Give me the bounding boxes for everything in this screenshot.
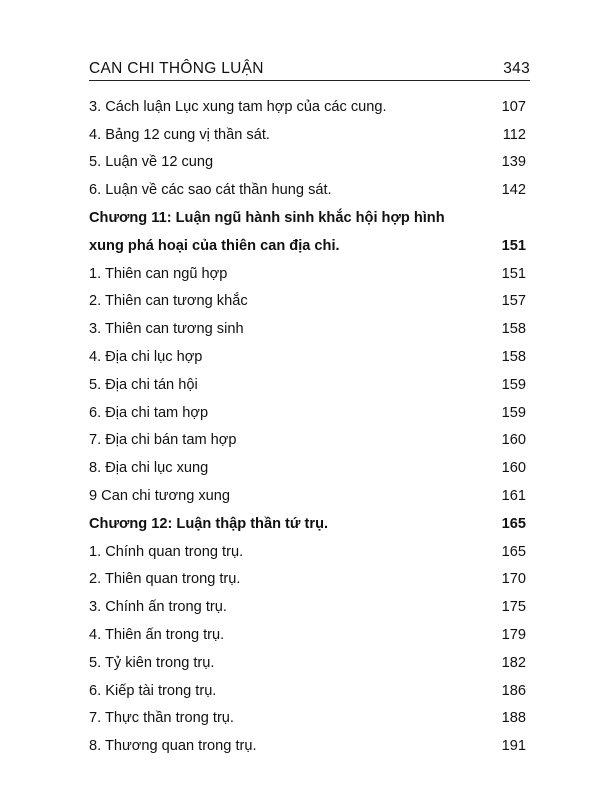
toc-entry-title: 6. Địa chi tam hợp xyxy=(89,404,209,421)
toc-entry-page: 161 xyxy=(501,488,526,505)
toc-entry xyxy=(89,649,530,677)
toc-entry-page: 157 xyxy=(501,293,526,310)
toc-entry-page: 165 xyxy=(501,515,526,532)
toc-entry-page: 191 xyxy=(501,738,526,755)
toc-entry-title: 8. Thương quan trong trụ. xyxy=(89,738,257,755)
toc-entry-title: 3. Thiên can tương sinh xyxy=(89,321,244,338)
toc-entry xyxy=(89,121,530,149)
toc-entry-title: 4. Địa chi lục hợp xyxy=(89,349,203,366)
toc-entry-page: 188 xyxy=(501,710,526,727)
toc-entry xyxy=(89,399,530,427)
toc-entry-page: 151 xyxy=(501,265,526,282)
toc-entry-page: 142 xyxy=(501,182,526,199)
toc-entry-page: 159 xyxy=(501,404,526,421)
toc-entry-page: 112 xyxy=(502,126,526,143)
toc-entry-page: 182 xyxy=(501,654,526,671)
toc-entry xyxy=(89,593,530,621)
toc-chapter-entry xyxy=(89,232,530,260)
toc-entry-title: 1. Chính quan trong trụ. xyxy=(89,543,244,560)
toc-entry xyxy=(89,621,530,649)
toc-entry-page: 107 xyxy=(501,98,526,115)
table-of-contents xyxy=(89,93,530,760)
toc-entry xyxy=(89,288,530,316)
toc-entry-title: 3. Cách luận Lục xung tam hợp của các cung. xyxy=(89,98,387,115)
toc-entry-page: 139 xyxy=(501,154,526,171)
toc-entry xyxy=(89,482,530,510)
toc-entry xyxy=(89,732,530,760)
toc-entry-title: xung phá hoại của thiên can địa chi. xyxy=(89,237,340,254)
toc-entry-page: 175 xyxy=(501,599,526,616)
toc-entry-title: Chương 11: Luận ngũ hành sinh khắc hội hợp hình xyxy=(89,210,445,227)
toc-entry xyxy=(89,705,530,733)
toc-entry xyxy=(89,343,530,371)
toc-entry-title: 7. Thực thần trong trụ. xyxy=(89,710,234,727)
running-header xyxy=(89,52,530,81)
toc-entry xyxy=(89,260,530,288)
toc-entry xyxy=(89,566,530,594)
toc-entry-page: 160 xyxy=(501,432,526,449)
toc-entry-title: 6. Kiếp tài trong trụ. xyxy=(89,682,217,699)
toc-entry-page: 160 xyxy=(501,460,526,477)
toc-entry-title: 2. Thiên quan trong trụ. xyxy=(89,571,241,588)
toc-entry-title: 2. Thiên can tương khắc xyxy=(89,293,248,310)
toc-entry xyxy=(89,93,530,121)
toc-entry xyxy=(89,371,530,399)
toc-entry xyxy=(89,454,530,482)
page-number: 343 xyxy=(503,60,530,77)
toc-entry xyxy=(89,315,530,343)
toc-entry-page: 186 xyxy=(501,682,526,699)
toc-entry xyxy=(89,149,530,177)
toc-entry xyxy=(89,538,530,566)
toc-entry-title: 5. Luận về 12 cung xyxy=(89,154,214,171)
toc-chapter-entry xyxy=(89,510,530,538)
toc-entry-title: 9 Can chi tương xung xyxy=(89,488,231,505)
toc-entry-title: 6. Luận về các sao cát thần hung sát. xyxy=(89,182,332,199)
toc-entry xyxy=(89,176,530,204)
toc-entry xyxy=(89,677,530,705)
toc-entry-title: 1. Thiên can ngũ hợp xyxy=(89,265,228,282)
toc-entry-title: 5. Địa chi tán hội xyxy=(89,376,198,393)
toc-entry-page: 165 xyxy=(501,543,526,560)
toc-entry-title: 5. Tỷ kiên trong trụ. xyxy=(89,654,215,671)
toc-chapter-entry xyxy=(89,204,530,232)
toc-entry-page: 179 xyxy=(501,627,526,644)
book-title: CAN CHI THÔNG LUẬN xyxy=(89,60,264,77)
toc-entry-title: 4. Thiên ấn trong trụ. xyxy=(89,627,225,644)
toc-entry-title: 3. Chính ấn trong trụ. xyxy=(89,599,227,616)
toc-entry-title: 4. Bảng 12 cung vị thần sát. xyxy=(89,126,270,143)
toc-entry-title: 8. Địa chi lục xung xyxy=(89,460,209,477)
toc-entry-page: 158 xyxy=(501,349,526,366)
toc-entry-page: 151 xyxy=(501,237,526,254)
toc-entry-page: 170 xyxy=(501,571,526,588)
toc-entry-page: 159 xyxy=(501,376,526,393)
toc-entry-page: 158 xyxy=(501,321,526,338)
toc-entry xyxy=(89,427,530,455)
toc-entry-title: 7. Địa chi bán tam hợp xyxy=(89,432,237,449)
toc-entry-title: Chương 12: Luận thập thần tứ trụ. xyxy=(89,515,329,532)
